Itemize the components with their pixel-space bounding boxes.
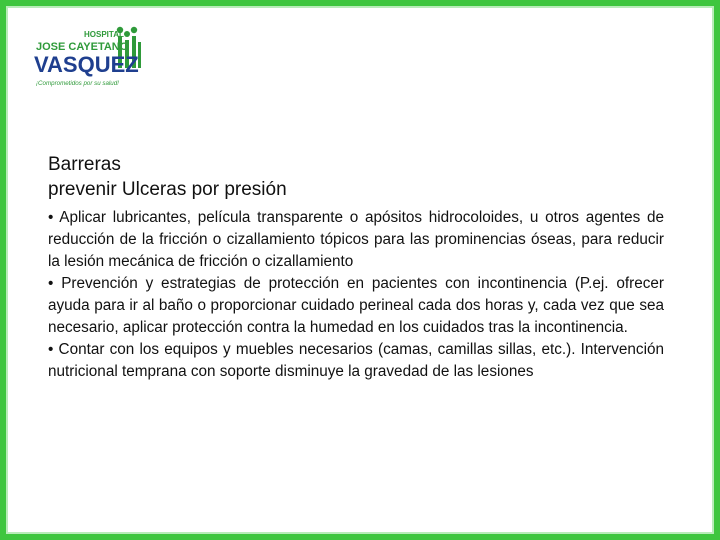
slide-content <box>48 152 664 383</box>
bullet-item: • Aplicar lubricantes, película transparente o apósitos hidrocoloides, u otros agentes de reducción de la fricción o cizallamiento tópicos para las prominencias óseas, para reducir la lesión mecánica de fricción o cizallamiento <box>48 209 664 270</box>
logo-line2: VASQUEZ <box>34 52 139 77</box>
title-line-2: prevenir Ulceras por presión <box>48 179 287 200</box>
bullet-list <box>48 207 664 383</box>
logo-small-text: HOSPITAL <box>84 30 124 39</box>
bullet-item: • Prevención y estrategias de protección en pacientes con incontinencia (P.ej. ofrecer ayuda para ir al baño o proporcionar cuidado perineal cada dos horas y, cada vez que sea necesario, aplicar protección contra la humedad en los cuidados tras la incontinencia. <box>48 275 664 336</box>
slide-title <box>48 152 664 202</box>
title-line-1: Barreras <box>48 154 121 175</box>
hospital-logo-graphic <box>34 24 144 94</box>
logo-tagline: ¡Comprometidos por su salud! <box>36 80 119 87</box>
hospital-logo <box>34 24 144 94</box>
bullet-item: • Contar con los equipos y muebles necesarios (camas, camillas sillas, etc.). Intervención nutricional temprana con soporte disminuye la gravedad de las lesiones <box>48 341 664 380</box>
logo-line1: JOSE CAYETANO <box>36 41 129 53</box>
